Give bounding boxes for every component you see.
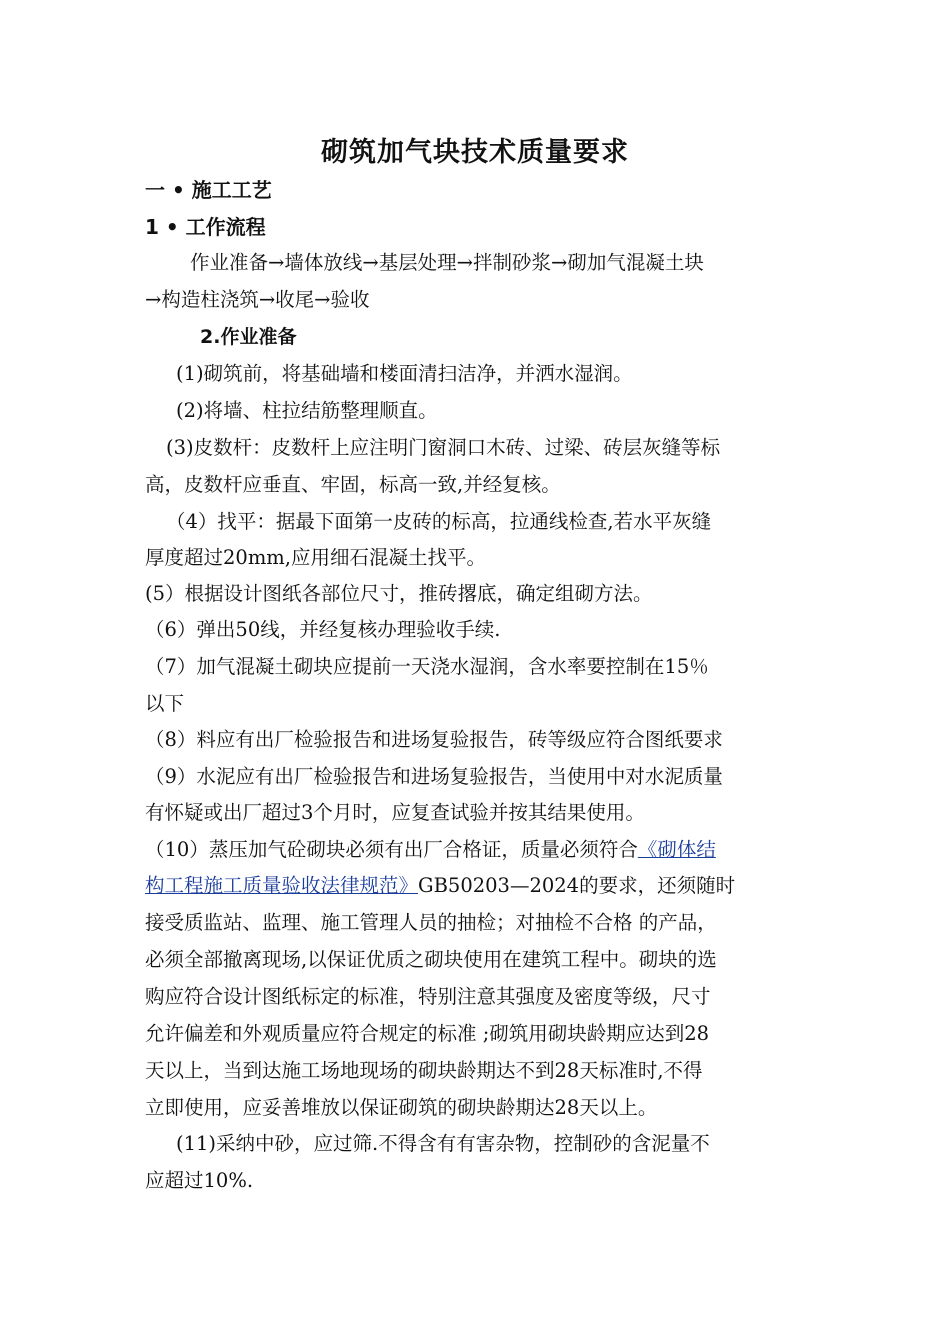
standard-link-part-2[interactable]: 构工程施工质量验收法律规范》 (145, 874, 419, 897)
item-10-line-6: 允许偏差和外观质量应符合规定的标准 ;砌筑用砌块龄期应达到28 (145, 1022, 710, 1045)
subheading-work-preparation: 2.作业准备 (200, 326, 297, 348)
item-7-line-2: 以下 (145, 692, 185, 715)
item-10-line-3: 接受质监站、监理、施工管理人员的抽检；对抽检不合格 的产品， (145, 911, 717, 934)
item-4-line-1: （4）找平：据最下面第一皮砖的标高，拉通线检查,若水平灰缝 (166, 510, 712, 533)
item-9-line-1: （9）水泥应有出厂检验报告和进场复验报告，当使用中对水泥质量 (145, 765, 723, 788)
flow-line-1: 作业准备→墙体放线→基层处理→拌制砂浆→砌加气混凝土块 (190, 251, 704, 274)
item-5: (5）根据设计图纸各部位尺寸，推砖撂底，确定组砌方法。 (145, 582, 653, 605)
subheading-work-flow: 1 • 工作流程 (145, 215, 266, 239)
item-10-line-8: 立即使用，应妥善堆放以保证砌筑的砌块龄期达28天以上。 (145, 1096, 658, 1119)
standard-link-part-1[interactable]: 《砌体结 (637, 838, 716, 861)
item-3-line-1: (3)皮数杆：皮数杆上应注明门窗洞口木砖、过梁、砖层灰缝等标 (166, 436, 721, 459)
item-11-line-2: 应超过10%. (145, 1169, 254, 1192)
item-3-line-2: 高，皮数杆应垂直、牢固，标高一致,并经复核。 (145, 473, 561, 496)
document-title: 砌筑加气块技术质量要求 (321, 137, 629, 168)
item-10-line-7: 天以上，当到达施工场地现场的砌块龄期达不到28天标准时,不得 (145, 1059, 703, 1082)
item-2: (2)将墙、柱拉结筋整理顺直。 (176, 399, 438, 422)
item-10-text: （10）蒸压加气砼砌块必须有出厂合格证，质量必须符合 (145, 838, 638, 861)
section-heading-construction-process: 一 • 施工工艺 (145, 178, 272, 202)
item-10-standard-code: GB50203—2024的要求，还须随时 (418, 874, 736, 897)
item-4-line-2: 厚度超过20mm,应用细石混凝土找平。 (145, 546, 486, 569)
item-11-line-1: (11)采纳中砂，应过筛.不得含有有害杂物，控制砂的含泥量不 (176, 1132, 710, 1155)
flow-line-2: →构造柱浇筑→收尾→验收 (145, 288, 370, 311)
item-8: （8）料应有出厂检验报告和进场复验报告，砖等级应符合图纸要求 (145, 728, 723, 751)
item-10-line-5: 购应符合设计图纸标定的标准，特别注意其强度及密度等级，尺寸 (145, 985, 711, 1008)
item-10-line-2 (145, 870, 735, 898)
item-10-line-1 (145, 834, 716, 862)
item-1: (1)砌筑前，将基础墙和楼面清扫洁净，并洒水湿润。 (176, 362, 633, 385)
item-10-line-4: 必须全部撤离现场,以保证优质之砌块使用在建筑工程中。砌块的选 (145, 948, 717, 971)
item-9-line-2: 有怀疑或出厂超过3个月时，应复查试验并按其结果使用。 (145, 801, 645, 824)
item-6: （6）弹出50线，并经复核办理验收手续. (145, 618, 501, 641)
item-7-line-1: （7）加气混凝土砌块应提前一天浇水湿润，含水率要控制在15％ (145, 655, 709, 678)
